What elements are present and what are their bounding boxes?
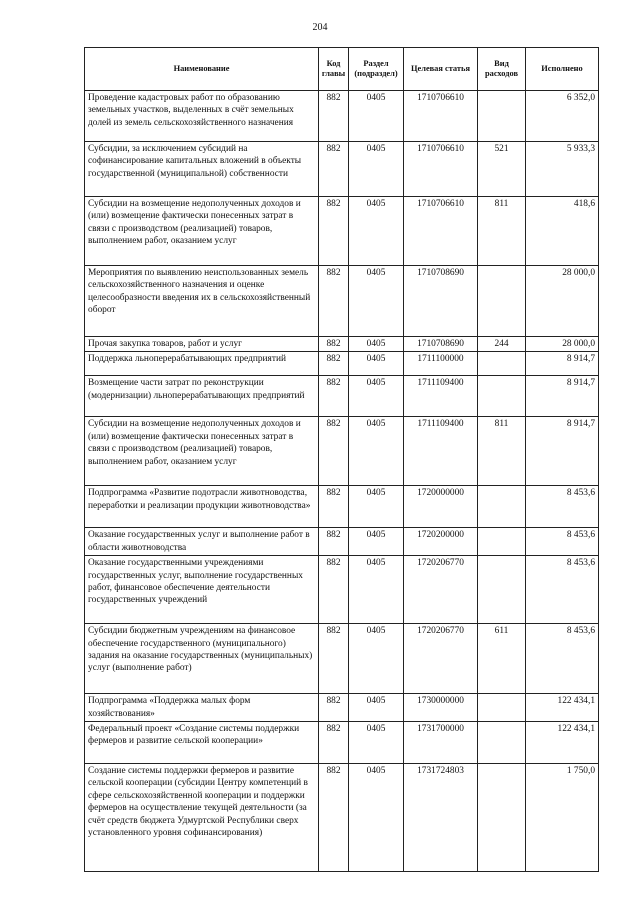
- cell-target: 1720206770: [404, 624, 478, 694]
- cell-code: 882: [319, 352, 349, 376]
- cell-section: 0405: [349, 337, 404, 352]
- cell-kind: 521: [478, 142, 526, 197]
- cell-target: 1720200000: [404, 528, 478, 556]
- cell-name: Создание системы поддержки фермеров и развитие сельской кооперации (субсидии Центру компетенций в сфере сельскохозяйственной кооперации и поддержки фермеров на осуществление текущей деятельности (за счёт средств бюджета Удмуртской Республики сверх установленного уровня софинансирования): [85, 764, 319, 872]
- cell-target: 1711109400: [404, 376, 478, 417]
- cell-done: 8 453,6: [526, 486, 599, 528]
- budget-table: [84, 47, 599, 872]
- cell-name: Подпрограмма «Поддержка малых форм хозяйствования»: [85, 694, 319, 722]
- cell-code: 882: [319, 197, 349, 266]
- cell-done: 122 434,1: [526, 722, 599, 764]
- cell-target: 1710708690: [404, 337, 478, 352]
- table-row: [85, 764, 599, 872]
- cell-section: 0405: [349, 266, 404, 337]
- header-kind: Вид расходов: [478, 48, 526, 91]
- cell-target: 1710706610: [404, 142, 478, 197]
- cell-done: 8 914,7: [526, 352, 599, 376]
- cell-kind: [478, 556, 526, 624]
- cell-target: 1730000000: [404, 694, 478, 722]
- cell-target: 1720000000: [404, 486, 478, 528]
- header-section: Раздел (подраздел): [349, 48, 404, 91]
- cell-name: Субсидии на возмещение недополученных доходов и (или) возмещение фактически понесенных затрат в связи с производством (реализацией) товаров, выполнением работ, оказанием услуг: [85, 417, 319, 486]
- cell-code: 882: [319, 91, 349, 142]
- cell-name: Проведение кадастровых работ по образованию земельных участков, выделенных в счёт земельных долей из земель сельскохозяйственного назначения: [85, 91, 319, 142]
- table-row: [85, 528, 599, 556]
- cell-name: Субсидии бюджетным учреждениям на финансовое обеспечение государственного (муниципального) задания на оказание государственных (муниципальных) услуг (выполнение работ): [85, 624, 319, 694]
- table-row: [85, 197, 599, 266]
- cell-name: Возмещение части затрат по реконструкции (модернизации) льноперерабатывающих предприятий: [85, 376, 319, 417]
- cell-name: Прочая закупка товаров, работ и услуг: [85, 337, 319, 352]
- cell-target: 1731700000: [404, 722, 478, 764]
- cell-section: 0405: [349, 486, 404, 528]
- cell-section: 0405: [349, 722, 404, 764]
- cell-section: 0405: [349, 91, 404, 142]
- cell-kind: [478, 722, 526, 764]
- table-body: [85, 91, 599, 872]
- cell-kind: 811: [478, 417, 526, 486]
- cell-code: 882: [319, 624, 349, 694]
- cell-name: Поддержка льноперерабатывающих предприятий: [85, 352, 319, 376]
- cell-code: 882: [319, 764, 349, 872]
- cell-done: 8 453,6: [526, 556, 599, 624]
- cell-name: Мероприятия по выявлению неиспользованных земель сельскохозяйственного назначения и оценке целесообразности введения их в сельскохозяйственный оборот: [85, 266, 319, 337]
- cell-code: 882: [319, 266, 349, 337]
- cell-target: 1731724803: [404, 764, 478, 872]
- table-header-row: [85, 48, 599, 91]
- cell-code: 882: [319, 528, 349, 556]
- table-row: [85, 722, 599, 764]
- cell-done: 8 914,7: [526, 417, 599, 486]
- cell-section: 0405: [349, 528, 404, 556]
- cell-kind: [478, 91, 526, 142]
- cell-kind: [478, 486, 526, 528]
- cell-kind: [478, 352, 526, 376]
- cell-code: 882: [319, 556, 349, 624]
- cell-done: 8 453,6: [526, 528, 599, 556]
- cell-kind: [478, 376, 526, 417]
- cell-done: 1 750,0: [526, 764, 599, 872]
- cell-target: 1710706610: [404, 197, 478, 266]
- cell-code: 882: [319, 337, 349, 352]
- cell-name: Оказание государственных услуг и выполнение работ в области животноводства: [85, 528, 319, 556]
- cell-done: 5 933,3: [526, 142, 599, 197]
- cell-code: 882: [319, 722, 349, 764]
- table-row: [85, 556, 599, 624]
- cell-kind: 244: [478, 337, 526, 352]
- cell-code: 882: [319, 417, 349, 486]
- cell-kind: [478, 694, 526, 722]
- cell-section: 0405: [349, 376, 404, 417]
- cell-kind: 611: [478, 624, 526, 694]
- cell-code: 882: [319, 376, 349, 417]
- cell-done: 6 352,0: [526, 91, 599, 142]
- cell-section: 0405: [349, 556, 404, 624]
- cell-name: Субсидии на возмещение недополученных доходов и (или) возмещение фактически понесенных затрат в связи с производством (реализацией) товаров, выполнением работ, оказанием услуг: [85, 197, 319, 266]
- table-row: [85, 337, 599, 352]
- table-row: [85, 486, 599, 528]
- cell-code: 882: [319, 694, 349, 722]
- cell-section: 0405: [349, 197, 404, 266]
- cell-done: 8 914,7: [526, 376, 599, 417]
- cell-kind: [478, 528, 526, 556]
- table-row: [85, 376, 599, 417]
- cell-kind: [478, 764, 526, 872]
- cell-done: 418,6: [526, 197, 599, 266]
- header-name: Наименование: [85, 48, 319, 91]
- cell-done: 28 000,0: [526, 337, 599, 352]
- cell-section: 0405: [349, 694, 404, 722]
- cell-done: 122 434,1: [526, 694, 599, 722]
- cell-section: 0405: [349, 142, 404, 197]
- table-row: [85, 624, 599, 694]
- header-done: Исполнено: [526, 48, 599, 91]
- cell-name: Подпрограмма «Развитие подотрасли животноводства, переработки и реализации продукции животноводства»: [85, 486, 319, 528]
- table-row: [85, 91, 599, 142]
- cell-section: 0405: [349, 764, 404, 872]
- cell-target: 1710706610: [404, 91, 478, 142]
- cell-done: 28 000,0: [526, 266, 599, 337]
- cell-target: 1711109400: [404, 417, 478, 486]
- cell-done: 8 453,6: [526, 624, 599, 694]
- cell-target: 1710708690: [404, 266, 478, 337]
- page-number: 204: [312, 22, 328, 33]
- cell-target: 1711100000: [404, 352, 478, 376]
- table-row: [85, 352, 599, 376]
- cell-code: 882: [319, 486, 349, 528]
- cell-name: Оказание государственными учреждениями государственных услуг, выполнение государственных работ, финансовое обеспечение деятельности государственных учреждений: [85, 556, 319, 624]
- table-row: [85, 266, 599, 337]
- cell-name: Федеральный проект «Создание системы поддержки фермеров и развитие сельской кооперации»: [85, 722, 319, 764]
- cell-section: 0405: [349, 624, 404, 694]
- table-row: [85, 694, 599, 722]
- table-row: [85, 142, 599, 197]
- cell-name: Субсидии, за исключением субсидий на софинансирование капитальных вложений в объекты государственной (муниципальной) собственности: [85, 142, 319, 197]
- cell-section: 0405: [349, 352, 404, 376]
- cell-section: 0405: [349, 417, 404, 486]
- header-target: Целевая статья: [404, 48, 478, 91]
- cell-target: 1720206770: [404, 556, 478, 624]
- table-row: [85, 417, 599, 486]
- cell-kind: [478, 266, 526, 337]
- header-code: Код главы: [319, 48, 349, 91]
- cell-code: 882: [319, 142, 349, 197]
- cell-kind: 811: [478, 197, 526, 266]
